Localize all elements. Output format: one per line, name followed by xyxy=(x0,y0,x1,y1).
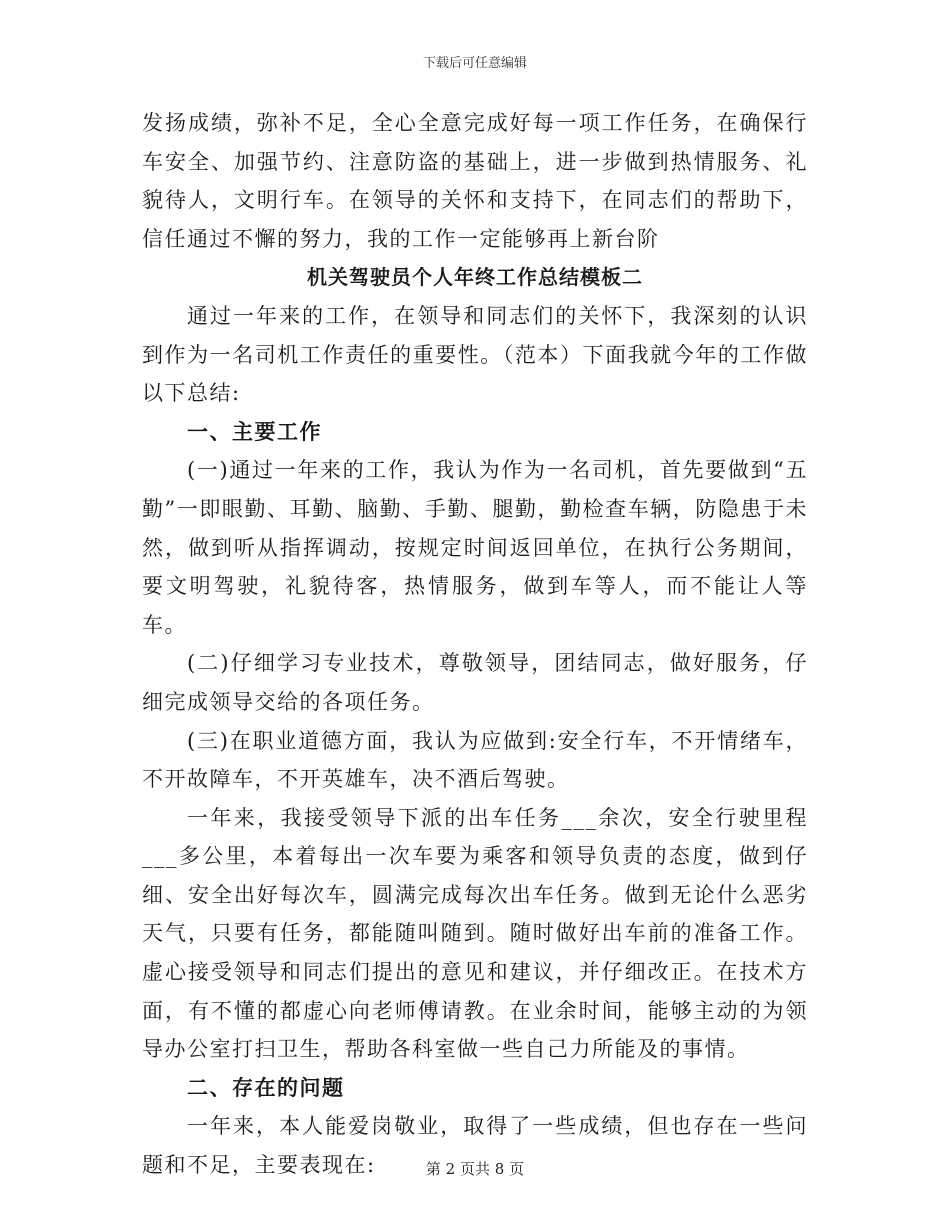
paragraph-problems: 一年来，本人能爱岗敬业，取得了一些成绩，但也存在一些问题和不足，主要表现在: xyxy=(142,1114,808,1178)
heading-problems: 二、存在的问题 xyxy=(187,1074,345,1100)
paragraph-item-2: (二)仔细学习专业技术，尊敬领导，团结同志，做好服务，仔细完成领导交给的各项任务。 xyxy=(142,651,808,714)
paragraph-item-3: (三)在职业道德方面，我认为应做到:安全行车，不开情绪车，不开故障车，不开英雄车，决不酒后驾驶。 xyxy=(142,728,808,792)
page-footer: 第 2 页共 8 页 xyxy=(425,1160,525,1178)
document-body xyxy=(142,104,808,1185)
page-header: 下载后可任意编辑 xyxy=(422,56,527,71)
paragraph-continuation: 发扬成绩，弥补不足，全心全意完成好每一项工作任务，在确保行车安全、加强节约、注意防盗的基础上，进一步做到热情服务、礼貌待人，文明行车。在领导的关怀和支持下，在同志们的帮助下，信任通过不懈的努力，我的工作一定能够再上新台阶 xyxy=(142,111,808,251)
paragraph-intro: 通过一年来的工作，在领导和同志们的关怀下，我深刻的认识到作为一名司机工作责任的重要性。（范本）下面我就今年的工作做以下总结: xyxy=(142,303,808,406)
paragraph-achievements: 一年来，我接受领导下派的出车任务___余次，安全行驶里程___多公里，本着每出一次车要为乘客和领导负责的态度，做到仔细、安全出好每次车，圆满完成每次出车任务。做到无论什么恶劣天气，只要有任务，都能随叫随到。随时做好出车前的准备工作。虚心接受领导和同志们提出的意见和建议，并仔细改正。在技术方面，有不懂的都虚心向老师傅请教。在业余时间，能够主动的为领导办公室打扫卫生，帮助各科室做一些自己力所能及的事情。 xyxy=(142,805,808,1062)
section-title: 机关驾驶员个人年终工作总结模板二 xyxy=(307,265,643,290)
paragraph-item-1: (一)通过一年来的工作，我认为作为一名司机，首先要做到“五勤”一即眼勤、耳勤、脑勤、手勤、腿勤，勤检查车辆，防隐患于未然，做到听从指挥调动，按规定时间返回单位，在执行公务期间，要文明驾驶，礼貌待客，热情服务，做到车等人，而不能让人等车。 xyxy=(142,458,808,637)
heading-main-work: 一、主要工作 xyxy=(187,418,322,444)
